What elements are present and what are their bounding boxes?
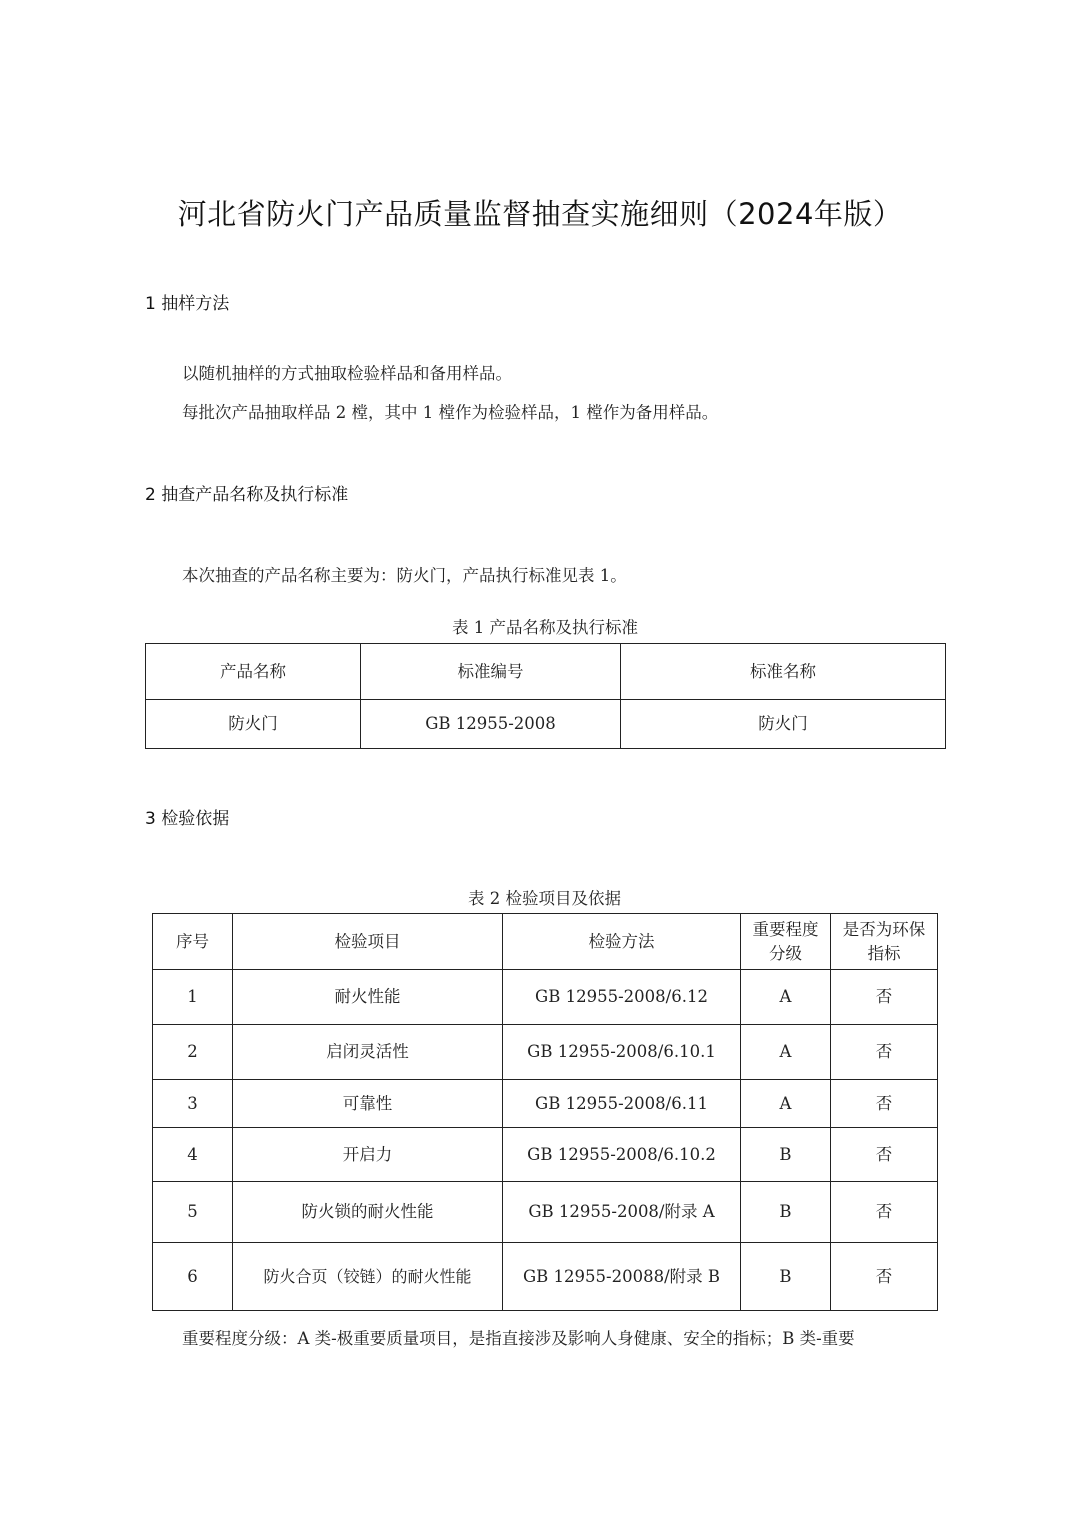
table-cell: GB 12955-2008/附录 A [503, 1182, 741, 1243]
section-heading-sampling: 1 抽样方法 [145, 294, 230, 314]
table-cell: B [741, 1128, 831, 1182]
table-cell: 否 [831, 970, 938, 1025]
table-cell: 6 [153, 1243, 233, 1311]
table-header-cell: 产品名称 [146, 644, 361, 700]
table-cell: 耐火性能 [233, 970, 503, 1025]
table-cell: GB 12955-2008/6.10.2 [503, 1128, 741, 1182]
table-cell: 5 [153, 1182, 233, 1243]
table-cell: 防火门 [146, 700, 361, 749]
table-cell: GB 12955-2008/6.12 [503, 970, 741, 1025]
table-cell: GB 12955-20088/附录 B [503, 1243, 741, 1311]
table-row [153, 1080, 938, 1128]
table-cell: GB 12955-2008/6.11 [503, 1080, 741, 1128]
paragraph: 以随机抽样的方式抽取检验样品和备用样品。 [182, 364, 512, 383]
table-header-row [146, 644, 946, 700]
table-cell: A [741, 1080, 831, 1128]
table-1-product-standards [145, 643, 946, 749]
table-header-cell: 检验方法 [503, 914, 741, 970]
paragraph: 每批次产品抽取样品 2 樘，其中 1 樘作为检验样品，1 樘作为备用样品。 [182, 403, 719, 422]
table-cell: 启闭灵活性 [233, 1025, 503, 1080]
table-cell: 否 [831, 1025, 938, 1080]
table-cell: 否 [831, 1080, 938, 1128]
table-cell: GB 12955-2008/6.10.1 [503, 1025, 741, 1080]
table-row [146, 700, 946, 749]
table-cell: B [741, 1243, 831, 1311]
table-cell: 否 [831, 1243, 938, 1311]
table-cell: B [741, 1182, 831, 1243]
table-cell: A [741, 1025, 831, 1080]
table-cell: A [741, 970, 831, 1025]
table-cell: 2 [153, 1025, 233, 1080]
table-cell: 防火合页（铰链）的耐火性能 [233, 1243, 503, 1311]
table-row [153, 1128, 938, 1182]
table-1-caption: 表 1 产品名称及执行标准 [452, 618, 638, 637]
table-header-cell: 检验项目 [233, 914, 503, 970]
section-heading-products: 2 抽查产品名称及执行标准 [145, 485, 349, 505]
table-header-cell: 标准编号 [361, 644, 621, 700]
paragraph: 本次抽查的产品名称主要为：防火门，产品执行标准见表 1。 [182, 566, 627, 585]
section-heading-basis: 3 检验依据 [145, 809, 230, 829]
table-cell: 否 [831, 1128, 938, 1182]
table-cell: GB 12955-2008 [361, 700, 621, 749]
table-header-cell: 重要程度分级 [741, 914, 831, 970]
table-cell: 3 [153, 1080, 233, 1128]
table-row [153, 1243, 938, 1311]
table-cell: 1 [153, 970, 233, 1025]
table-row [153, 1182, 938, 1243]
table-row [153, 970, 938, 1025]
table-cell: 开启力 [233, 1128, 503, 1182]
table-cell: 防火锁的耐火性能 [233, 1182, 503, 1243]
table-cell: 可靠性 [233, 1080, 503, 1128]
table-2-inspection-items [152, 913, 938, 1311]
table-row [153, 1025, 938, 1080]
table-cell: 4 [153, 1128, 233, 1182]
table-2-caption: 表 2 检验项目及依据 [468, 889, 621, 908]
table-header-cell: 序号 [153, 914, 233, 970]
table-cell: 否 [831, 1182, 938, 1243]
table-header-cell: 是否为环保指标 [831, 914, 938, 970]
document-title: 河北省防火门产品质量监督抽查实施细则（2024年版） [177, 197, 903, 231]
grading-note: 重要程度分级：A 类-极重要质量项目，是指直接涉及影响人身健康、安全的指标；B 类-重要 [182, 1329, 855, 1348]
table-header-row [153, 914, 938, 970]
table-header-cell: 标准名称 [621, 644, 946, 700]
table-cell: 防火门 [621, 700, 946, 749]
